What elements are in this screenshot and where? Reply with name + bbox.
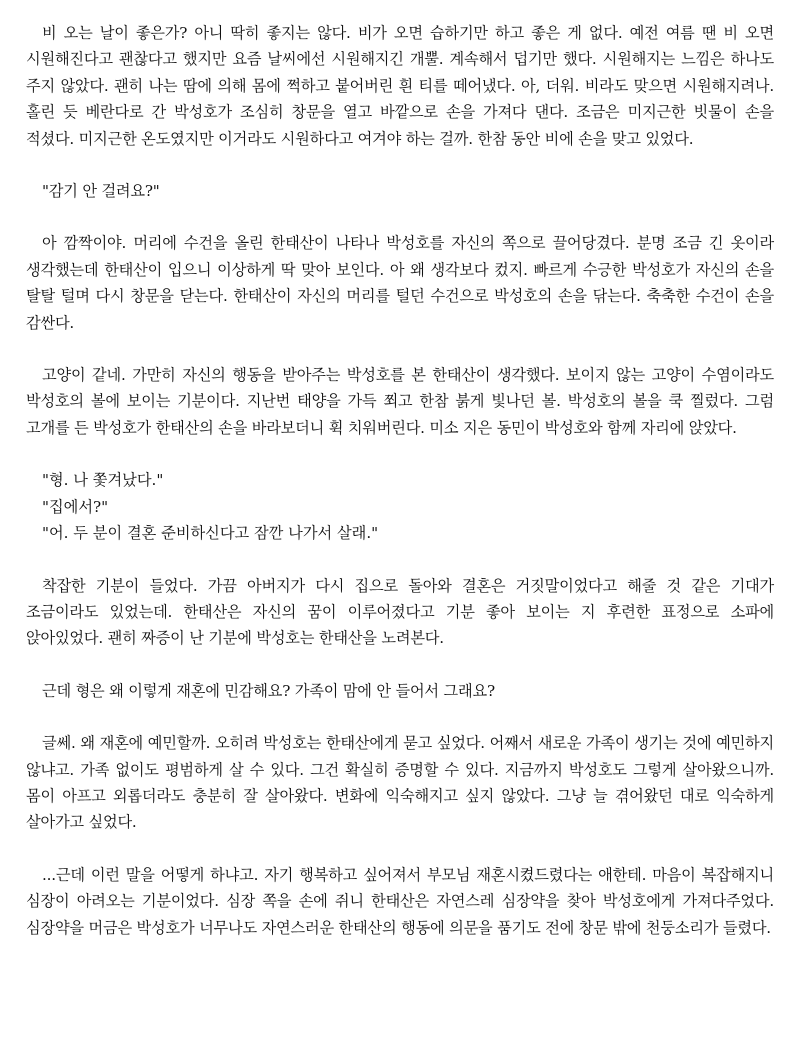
paragraph-gap: [26, 836, 774, 862]
paragraph-gap: [26, 441, 774, 467]
paragraph-gap: [26, 652, 774, 678]
paragraph-towel: 아 깜짝이야. 머리에 수건을 올린 한태산이 나타나 박성호를 자신의 쪽으로 끌어당겼다. 분명 조금 긴 옷이라 생각했는데 한태산이 입으니 이상하게 딱 맞아 보인다. 아 왜 생각보다 컸지. 빠르게 수긍한 박성호가 자신의 손을 탈탈 털며 다시 창문을 닫는다. 한태산이 자신의 머리를 털던 수건으로 박성호의 손을 닦는다. 축축한 수건이 손을 감싼다.: [26, 234, 774, 332]
dialogue-kicked-out: "형. 나 쫓겨났다.": [42, 471, 164, 490]
dialogue-from-home: "집에서?": [42, 497, 109, 516]
dialogue-cold: "감기 안 걸려요?": [42, 182, 160, 201]
paragraph-remarriage: 글쎄. 왜 재혼에 예민할까. 오히려 박성호는 한태산에게 묻고 싶었다. 어째서 새로운 가족이 생기는 것에 예민하지 않냐고. 가족 없이도 평범하게 살 수 있다. 그건 확실히 증명할 수 있다. 지금까지 박성호도 그렇게 살아왔으니까. 몸이 아프고 외롭더라도 충분히 잘 살아왔다. 변화에 익숙해지고 싶지 않았다. 그냥 늘 겪어왔던 대로 익숙하게 살아가고 싶었다.: [26, 734, 774, 832]
paragraph-gap: [26, 547, 774, 573]
paragraph-gap: [26, 336, 774, 362]
paragraph-gap: [26, 704, 774, 730]
paragraph-rainy-day: 비 오는 날이 좋은가? 아니 딱히 좋지는 않다. 비가 오면 습하기만 하고 좋은 게 없다. 예전 여름 땐 비 오면 시원해진다고 괜찮다고 했지만 요즘 날씨에선 시원해지긴 개뿔. 계속해서 덥기만 했다. 시원해지는 느낌은 하나도 주지 않았다. 괜히 나는 땀에 의해 몸에 쩍하고 붙어버린 흰 티를 떼어냈다. 아, 더워. 비라도 맞으면 시원해지려나. 홀린 듯 베란다로 간 박성호가 조심히 창문을 열고 바깥으로 손을 가져다 댄다. 조금은 미지근한 빗물이 손을 적셨다. 미지근한 온도였지만 이거라도 시원하다고 여겨야 하는 걸까. 한참 동안 비에 손을 맞고 있었다.: [26, 24, 774, 148]
paragraph-gap: [26, 204, 774, 230]
paragraph-mood: 착잡한 기분이 들었다. 가끔 아버지가 다시 집으로 돌아와 결혼은 거짓말이었다고 해줄 것 같은 기대가 조금이라도 있었는데. 한태산은 자신의 꿈이 이루어졌다고 기분 좋아 보이는 지 후련한 표정으로 소파에 앉아있었다. 괜히 짜증이 난 기분에 박성호는 한태산을 노려본다.: [26, 576, 774, 648]
paragraph-question: 근데 형은 왜 이렇게 재혼에 민감해요? 가족이 맘에 안 들어서 그래요?: [42, 681, 495, 700]
paragraph-heart: ...근데 이런 말을 어떻게 하냐고. 자기 행복하고 싶어져서 부모님 재혼시켰드렸다는 애한테. 마음이 복잡해지니 심장이 아려오는 기분이었다. 심장 쪽을 손에 쥐니 한태산은 자연스레 심장약을 찾아 박성호에게 가져다주었다. 심장약을 머금은 박성호가 너무나도 자연스러운 한태산의 행동에 의문을 품기도 전에 창문 밖에 천둥소리가 들렸다.: [26, 865, 774, 937]
dialogue-wedding: "어. 두 분이 결혼 준비하신다고 잠깐 나가서 살래.": [42, 524, 379, 543]
paragraph-gap: [26, 152, 774, 178]
paragraph-cat: 고양이 같네. 가만히 자신의 행동을 받아주는 박성호를 본 한태산이 생각했다. 보이지 않는 고양이 수염이라도 박성호의 볼에 보이는 기분이다. 지난번 태양을 가득 쬐고 한참 붉게 빛나던 볼. 박성호의 볼을 쿡 찔렀다. 그럼 고개를 든 박성호가 한태산의 손을 바라보더니 휙 치워버린다. 미소 지은 동민이 박성호와 함께 자리에 앉았다.: [26, 366, 774, 437]
